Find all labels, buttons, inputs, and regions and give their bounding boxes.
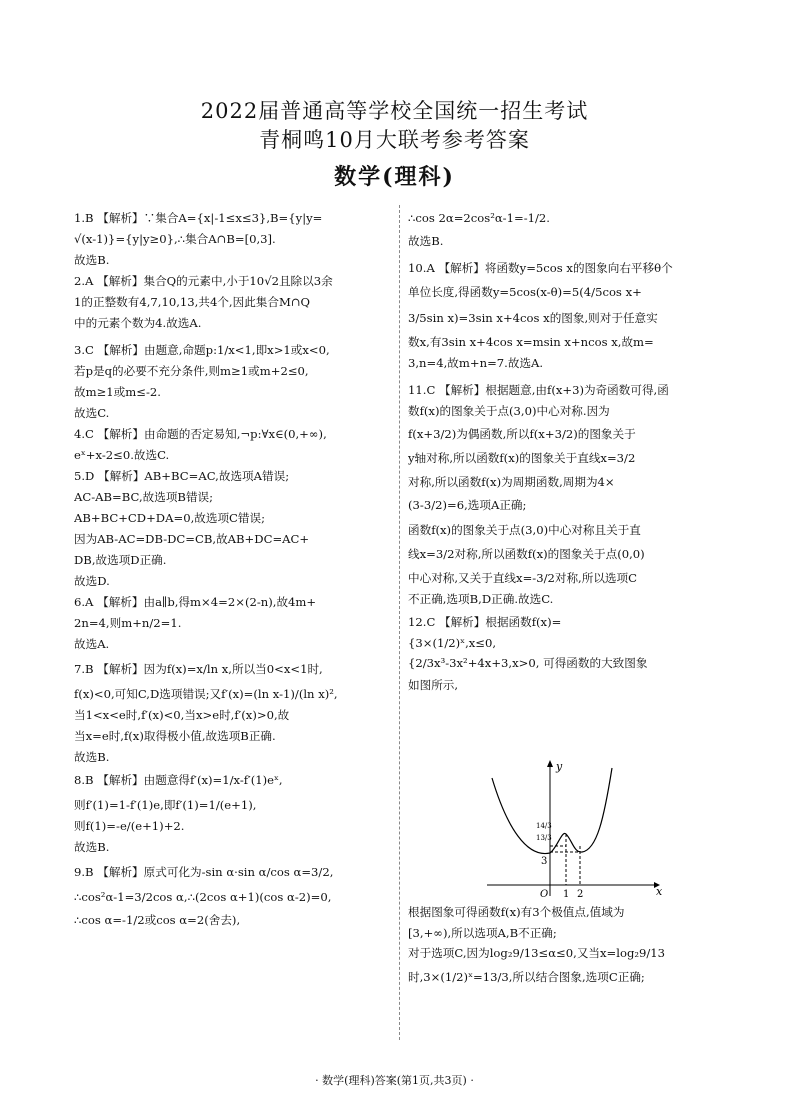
y-label-13-3: 13/3 — [536, 834, 552, 842]
left-lines-line: 故选A. — [74, 637, 110, 651]
right-lines-top-line: 3,n=4,故m+n=7.故选A. — [408, 356, 544, 370]
function-graph-figure — [482, 758, 662, 898]
right-lines-top-line: {3×(1/2)ˣ,x≤0, — [408, 636, 497, 650]
right-lines-top-line: 3/5sin x)=3sin x+4cos x的图象,则对于任意实 — [408, 311, 658, 325]
left-lines-line: 5.D 【解析】AB+BC=AC,故选项A错误; — [74, 469, 290, 483]
right-lines-top-line: 函数f(x)的图象关于点(3,0)中心对称且关于直 — [408, 523, 641, 537]
right-lines-top-line: 对称,所以函数f(x)为周期函数,周期为4× — [408, 475, 615, 489]
right-lines-top-line: 单位长度,得函数y=5cos(x-θ)=5(4/5cos x+ — [408, 285, 642, 299]
left-lines-line: 故m≥1或m≤-2. — [74, 385, 161, 399]
left-lines-line: 当1<x<e时,f′(x)<0,当x>e时,f′(x)>0,故 — [74, 708, 290, 722]
left-lines-line: 2.A 【解析】集合Q的元素中,小于10√2且除以3余 — [74, 274, 333, 288]
left-lines-line: √(x-1)}={y|y≥0},∴集合A∩B=[0,3]. — [74, 232, 276, 246]
right-lines-top-line: 数x,有3sin x+4cos x=msin x+ncos x,故m= — [408, 335, 654, 349]
left-lines-line: ∴cos²α-1=3/2cos α,∴(2cos α+1)(cos α-2)=0, — [74, 890, 332, 904]
left-lines-line: f(x)<0,可知C,D选项错误;又f′(x)=(ln x-1)/(ln x)², — [74, 687, 338, 701]
left-lines-line: ∴cos α=-1/2或cos α=2(舍去), — [74, 913, 241, 927]
right-lines-top-line: 10.A 【解析】将函数y=5cos x的图象向右平移θ个 — [408, 261, 673, 275]
tick-label-2: 2 — [577, 889, 584, 898]
right-lines-top-line: 中心对称,又关于直线x=-3/2对称,所以选项C — [408, 571, 637, 585]
left-lines-line: 故选D. — [74, 574, 110, 588]
page-footer: · 数学(理科)答案(第1页,共3页) · — [315, 1074, 474, 1087]
left-lines-line: DB,故选项D正确. — [74, 553, 167, 567]
left-lines-line: 故选B. — [74, 253, 110, 267]
right-lines-top-line: y轴对称,所以函数f(x)的图象关于直线x=3/2 — [408, 451, 636, 465]
left-lines-line: 故选B. — [74, 750, 110, 764]
y-axis-arrow — [547, 760, 553, 767]
right-lines-top-line: 线x=3/2对称,所以函数f(x)的图象关于点(0,0) — [408, 547, 645, 561]
left-lines-line: 2n=4,则m+n/2=1. — [74, 616, 182, 630]
left-lines-line: 4.C 【解析】由命题的否定易知,¬p:∀x∈(0,+∞), — [74, 427, 327, 441]
right-lines-top-line: 如图所示, — [408, 678, 459, 692]
right-lines-top-line: (3-3/2)=6,选项A正确; — [408, 498, 527, 512]
right-lines-top-line: 故选B. — [408, 234, 444, 248]
left-lines-line: 当x=e时,f(x)取得极小值,故选项B正确. — [74, 729, 276, 743]
right-lines-top-line: {2/3x³-3x²+4x+3,x>0, 可得函数的大致图象 — [408, 656, 648, 670]
origin-label: O — [540, 889, 549, 898]
y-label-14-3: 14/3 — [536, 822, 552, 830]
left-lines-line: 故选C. — [74, 406, 110, 420]
left-lines-line: 9.B 【解析】原式可化为-sin α·sin α/cos α=3/2, — [74, 865, 334, 879]
left-lines-line: 3.C 【解析】由题意,命题p:1/x<1,即x>1或x<0, — [74, 343, 330, 357]
function-curve — [492, 768, 612, 854]
left-lines-line: 中的元素个数为4.故选A. — [74, 316, 202, 330]
tick-label-1: 1 — [563, 889, 570, 898]
left-lines-line: 则f(1)=-e/(e+1)+2. — [74, 819, 185, 833]
left-lines-line: 1的正整数有4,7,10,13,共4个,因此集合M∩Q — [74, 295, 311, 309]
left-lines-line: AC-AB=BC,故选项B错误; — [74, 490, 214, 504]
right-lines-top-line: 12.C 【解析】根据函数f(x)= — [408, 615, 562, 629]
column-divider — [399, 205, 400, 1040]
left-lines-line: 故选B. — [74, 840, 110, 854]
subject-title: 数学(理科) — [334, 164, 455, 190]
left-lines-line: 6.A 【解析】由a∥b,得m×4=2×(2-n),故4m+ — [74, 595, 317, 609]
left-lines-line: 若p是q的必要不充分条件,则m≥1或m+2≤0, — [74, 364, 309, 378]
exam-title: 2022届普通高等学校全国统一招生考试 — [200, 99, 589, 123]
left-lines-line: 则f′(1)=1-f′(1)e,即f′(1)=1/(e+1), — [74, 798, 257, 812]
right-bottom-line: [3,+∞),所以选项A,B不正确; — [408, 926, 557, 940]
right-bottom-line: 对于选项C,因为log₂9/13≤α≤0,又当x=log₂9/13 — [408, 946, 666, 960]
right-lines-top-line: 数f(x)的图象关于点(3,0)中心对称.因为 — [408, 404, 610, 418]
right-bottom-line: 根据图象可得函数f(x)有3个极值点,值域为 — [408, 905, 625, 919]
y-axis-label: y — [556, 760, 563, 773]
left-lines-line: 7.B 【解析】因为f(x)=x/ln x,所以当0<x<1时, — [74, 662, 323, 676]
left-lines-line: 8.B 【解析】由题意得f′(x)=1/x-f′(1)eˣ, — [74, 773, 283, 787]
x-axis-label: x — [656, 885, 662, 898]
right-lines-top-line: 11.C 【解析】根据题意,由f(x+3)为奇函数可得,函 — [408, 383, 669, 397]
y-label-3: 3 — [541, 856, 548, 867]
right-lines-top-line: 不正确,选项B,D正确.故选C. — [408, 592, 554, 606]
right-lines-top-line: f(x+3/2)为偶函数,所以f(x+3/2)的图象关于 — [408, 427, 636, 441]
left-lines-line: 因为AB-AC=DB-DC=CB,故AB+DC=AC+ — [74, 532, 310, 546]
left-lines-line: 1.B 【解析】∵集合A={x|-1≤x≤3},B={y|y= — [74, 211, 323, 225]
right-bottom-line: 时,3×(1/2)ˣ=13/3,所以结合图象,选项C正确; — [408, 970, 645, 984]
left-lines-line: AB+BC+CD+DA=0,故选项C错误; — [74, 511, 265, 525]
answer-title: 青桐鸣10月大联考参考答案 — [259, 128, 530, 152]
right-lines-top-line: ∴cos 2α=2cos²α-1=-1/2. — [408, 211, 550, 225]
left-lines-line: eˣ+x-2≤0.故选C. — [74, 448, 170, 462]
